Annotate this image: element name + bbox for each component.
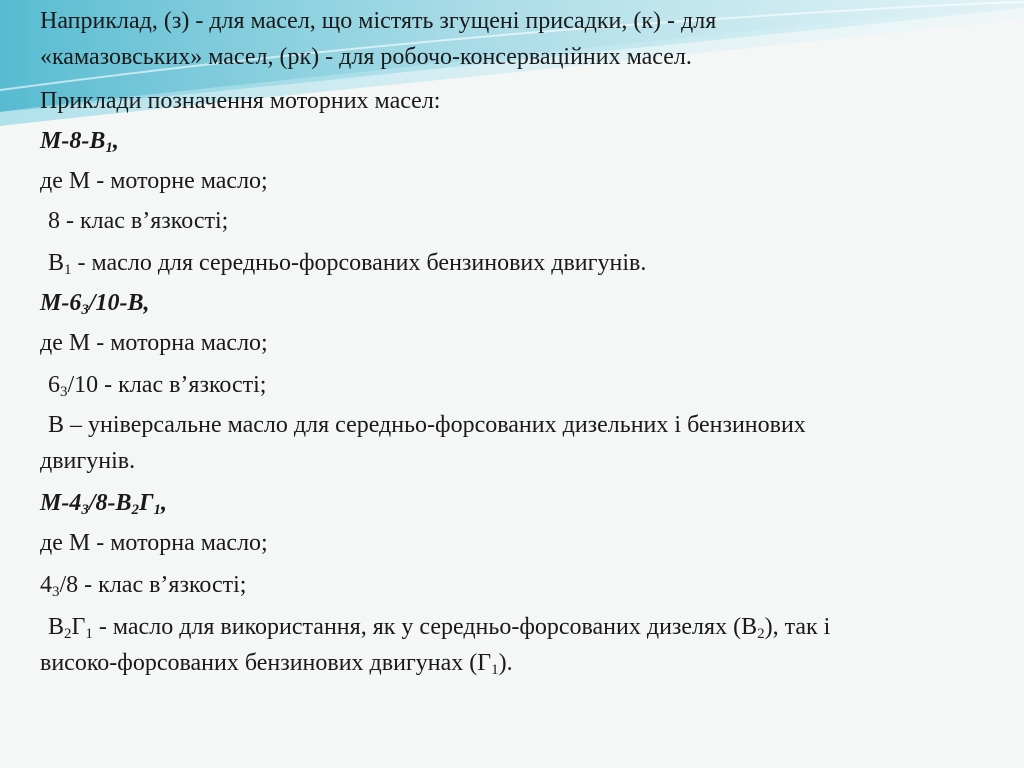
example3-type2-a: високо-форсованих бензинових двигунах (Г	[40, 650, 492, 676]
example2-where	[40, 328, 268, 358]
example3-code-sub1: 3	[81, 502, 89, 518]
example1-code-end: ,	[112, 128, 119, 154]
example3-where-text: де М - моторна масло;	[40, 530, 268, 556]
example3-code-b: /8-В	[88, 490, 132, 516]
example3-type-line-2	[40, 648, 513, 678]
example3-code-sub3: 1	[153, 502, 162, 518]
example1-code-sub: 1	[105, 140, 113, 156]
example2-visc-a: 6	[48, 372, 60, 398]
example2-viscosity	[48, 370, 266, 400]
example3-type2-sub: 1	[491, 662, 499, 678]
example3-code-a: М-4	[40, 490, 82, 516]
example2-code-a: М-6	[40, 290, 82, 316]
example3-type-d: ), так і	[764, 614, 831, 640]
example3-type-sub3: 2	[757, 626, 765, 642]
intro-text-2: «камазовських» масел, (рк) - для робочо-консерваційних масел.	[40, 44, 692, 70]
example2-type-line-2	[40, 446, 135, 476]
example2-where-text: де М - моторна масло;	[40, 330, 268, 356]
intro-line-1	[40, 6, 716, 36]
example1-type-sub: 1	[64, 262, 72, 278]
example1-type-main: В	[48, 250, 65, 276]
heading-text: Приклади позначення моторних масел:	[40, 88, 441, 114]
example3-code-end: ,	[161, 490, 168, 516]
example1-where	[40, 166, 268, 196]
intro-text-1: Наприклад, (з) - для масел, що містять згущені присадки, (к) - для	[40, 8, 717, 34]
example3-viscosity	[40, 570, 246, 600]
example1-viscosity	[48, 206, 228, 236]
example3-visc-sub: 3	[52, 584, 60, 600]
example3-type-c: - масло для використання, як у середньо-форсованих дизелях (В	[92, 614, 758, 640]
example1-type-rest: - масло для середньо-форсованих бензинових двигунів.	[71, 250, 647, 276]
example2-type-text-1: В – універсальне масло для середньо-форсованих дизельних і бензинових	[48, 412, 806, 438]
examples-heading	[40, 86, 440, 116]
example3-type2-b: ).	[498, 650, 513, 676]
example2-visc-b: /10 - клас в’язкості;	[67, 372, 267, 398]
example3-type-line-1	[48, 612, 830, 642]
example3-code-c: Г	[139, 490, 154, 516]
example3-type-sub1: 2	[64, 626, 72, 642]
example1-where-text: де М - моторне масло;	[40, 168, 268, 194]
example1-type	[48, 248, 646, 278]
example2-type-text-2: двигунів.	[40, 448, 136, 474]
example3-visc-b: /8 - клас в’язкості;	[59, 572, 247, 598]
example3-type-a: В	[48, 614, 65, 640]
example3-code	[40, 488, 167, 518]
example1-code-main: М-8-В	[40, 128, 106, 154]
example3-type-sub2: 1	[85, 626, 93, 642]
example2-type-line-1	[48, 410, 806, 440]
intro-line-2	[40, 42, 692, 72]
example3-code-sub2: 2	[131, 502, 140, 518]
example3-visc-a: 4	[40, 572, 52, 598]
example2-code	[40, 288, 150, 318]
example2-visc-sub: 3	[60, 384, 68, 400]
example3-where	[40, 528, 268, 558]
example1-viscosity-text: 8 - клас в’язкості;	[48, 208, 229, 234]
example2-code-sub: 3	[81, 302, 89, 318]
example2-code-b: /10-В,	[88, 290, 150, 316]
example1-code	[40, 126, 119, 156]
example3-type-b: Г	[71, 614, 86, 640]
